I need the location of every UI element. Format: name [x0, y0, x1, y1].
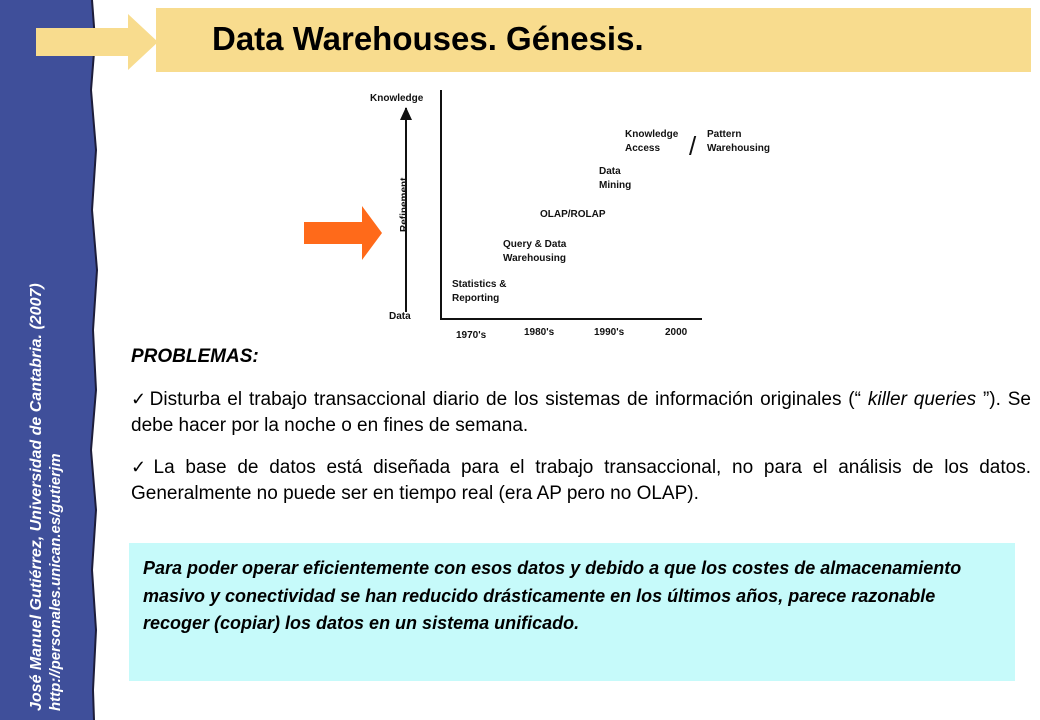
problem-text: La base de datos está diseñada para el trabajo transaccional, no para el análisis de los datos. Generalmente no puede ser en tiempo real (era AP pero no OLAP).	[131, 457, 1031, 504]
page-title: Data Warehouses. Génesis.	[212, 20, 644, 57]
problem-text: Disturba el trabajo transaccional diario de los sistemas de información originales (“	[149, 389, 868, 410]
note-text: Para poder operar eficientemente con esos datos y debido a que los costes de almacenamiento masivo y conectividad se han reducido drásticamente en los últimos años, parece razonable recoger (copiar) los datos en un sistema unificado.	[143, 558, 962, 633]
stage-label: Pattern	[707, 129, 742, 140]
author-url: http://personales.unican.es/gutierjm	[47, 453, 64, 711]
stage-label: Warehousing	[707, 143, 770, 154]
x-tick-label: 1980's	[524, 327, 555, 338]
stage-separator: /	[689, 131, 697, 161]
evolution-diagram	[300, 80, 800, 342]
x-tick-label: 2000	[665, 327, 688, 338]
stage-label: Mining	[599, 180, 632, 191]
problems-section	[131, 346, 1031, 522]
x-tick-label: 1990's	[594, 327, 625, 338]
stage-label: Data	[599, 166, 621, 177]
stage-label: Knowledge	[625, 129, 679, 140]
problem-italic-term: killer queries	[867, 389, 977, 410]
y-axis-bottom-label: Data	[389, 311, 411, 322]
y-axis-top-label: Knowledge	[370, 93, 424, 104]
arrow-up-icon	[400, 107, 412, 120]
problem-item	[131, 386, 1031, 439]
author-credit: José Manuel Gutiérrez, Universidad de Cantabria. (2007)	[28, 283, 45, 711]
sidebar-credits	[0, 0, 92, 720]
problems-heading: PROBLEMAS:	[131, 346, 259, 367]
stage-label: Reporting	[452, 293, 500, 304]
y-axis-title: Refinement	[399, 177, 410, 232]
x-tick-label: 1970's	[456, 330, 487, 341]
checkmark-icon: ✓	[131, 389, 148, 409]
checkmark-icon: ✓	[131, 457, 152, 477]
problem-text: ”). Se debe hacer por la noche o en fines de semana.	[131, 389, 1031, 436]
stage-label: Access	[625, 143, 661, 154]
diagram-arrow-icon	[304, 206, 382, 260]
title-bar	[156, 8, 1031, 72]
note-box	[129, 543, 1015, 681]
title-arrow-icon	[36, 14, 158, 70]
stage-label: Query & Data	[503, 239, 567, 250]
stage-label: Warehousing	[503, 253, 566, 264]
problem-item	[131, 454, 1031, 507]
stage-label: Statistics &	[452, 279, 507, 290]
stage-label: OLAP/ROLAP	[540, 209, 606, 220]
